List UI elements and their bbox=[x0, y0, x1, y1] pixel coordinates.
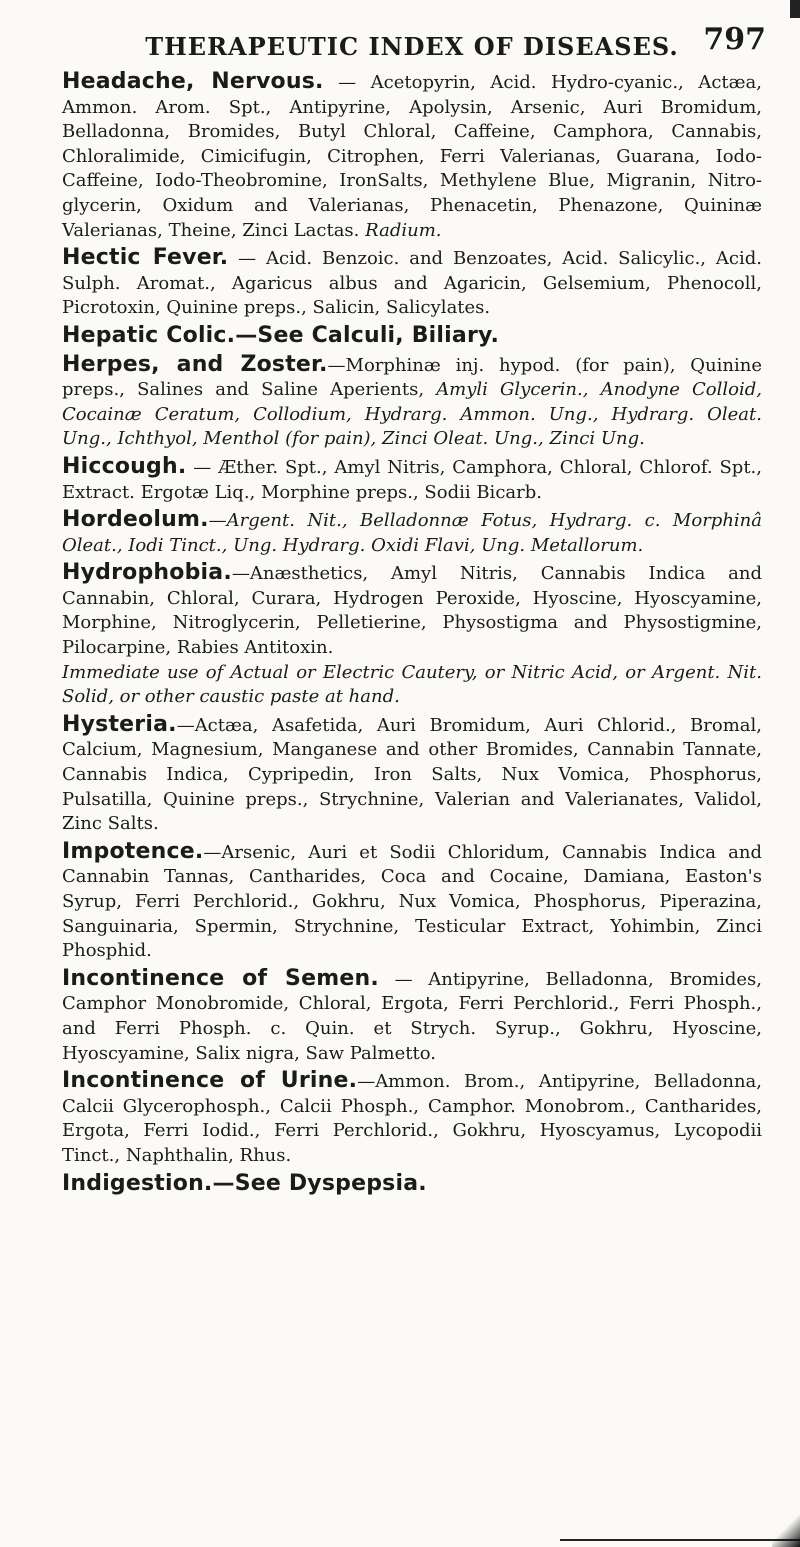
entry-incontinence-urine bbox=[62, 1069, 762, 1168]
entry-text: — Acid. Benzoic. and Benzoates, Acid. Salicylic., Acid. Sulph. Aromat., Agaricus albus and Agaricin, Gelsemium, Phenocoll, Picrotoxin, Quinine preps., Salicin, Salicylates. bbox=[62, 248, 762, 319]
running-head bbox=[62, 18, 766, 70]
entry-hectic-fever bbox=[62, 246, 762, 321]
entry-heading: Indigestion. bbox=[62, 1170, 213, 1196]
scan-edge-mark bbox=[790, 0, 800, 18]
scan-bottom-rule bbox=[560, 1539, 800, 1541]
entry-text: —See Dyspepsia. bbox=[212, 1170, 427, 1196]
entry-text: —Ammon. Brom., Antipyrine, Belladonna, Calcii Glycerophosph., Calcii Phosph., Camphor. Monobrom., Cantharides, Ergota, Ferri Iodid., Ferri Perchlorid., Gokhru, Hyoscyamus, Lycopodii Tinct., Naphthalin, Rhus. bbox=[62, 1071, 763, 1166]
entry-hydrophobia bbox=[62, 561, 762, 710]
entry-hordeolum bbox=[62, 508, 762, 558]
entry-text: — bbox=[208, 510, 227, 532]
entry-list bbox=[62, 70, 762, 1197]
entry-text: — Acetopyrin, Acid. Hydro-cyanic., Actæa, Ammon. Arom. Spt., Antipyrine, Apolysin, Arsenic, Auri Bromidum, Belladonna, Bromides, Butyl Chloral, Caffeine, Camphora, Cannabis, Chloralimide, Cimicifugin, Citrophen, Ferri Valerianas, Guarana, Iodo-Caffeine, Iodo-Theobromine, IronSalts, Methylene Blue, Migranin, Nitro-glycerin, Oxidum and Valerianas, Phenacetin, Phenazone, Quininæ Valerianas, Theine, Zinci Lactas. bbox=[62, 72, 763, 241]
entry-hysteria bbox=[62, 713, 762, 837]
entry-impotence bbox=[62, 840, 762, 964]
entry-heading: Hepatic Colic. bbox=[62, 322, 236, 348]
entry-text: — Antipyrine, Belladonna, Bromides, Camphor Monobromide, Chloral, Ergota, Ferri Perchlorid., Ferri Phosph., and Ferri Phosph. c. Quin. et Strych. Syrup., Gokhru, Hyoscine, Hyoscyamine, Salix nigra, Saw Palmetto. bbox=[62, 968, 762, 1064]
entry-italic-text: Amyli Glycerin., Anodyne Colloid, Cocainæ Ceratum, Collodium, Hydrarg. Ammon. Ung., Hydrarg. Oleat. Ung., Ichthyol, Menthol (for pain), Zinci Oleat. Ung., Zinci Ung. bbox=[62, 379, 762, 450]
entry-heading: Incontinence of Semen. bbox=[62, 965, 379, 991]
entry-hepatic-colic bbox=[62, 324, 762, 350]
entry-heading: Hiccough. bbox=[62, 453, 187, 479]
entry-headache bbox=[62, 70, 762, 243]
scan-corner-mark bbox=[772, 1507, 800, 1547]
entry-text: —Anæsthetics, Amyl Nitris, Cannabis Indica and Cannabin, Chloral, Curara, Hydrogen Peroxide, Hyoscine, Hyoscyamine, Morphine, Nitroglycerin, Pelletierine, Physostigma and Physostigmine, Pilocarpine, Rabies Antitoxin. bbox=[62, 563, 762, 659]
entry-heading: Hydrophobia. bbox=[62, 560, 232, 586]
entry-heading: Hectic Fever. bbox=[62, 245, 229, 271]
entry-heading: Herpes, and Zoster. bbox=[62, 351, 328, 377]
entry-heading: Hysteria. bbox=[62, 711, 177, 737]
entry-hiccough bbox=[62, 455, 762, 505]
running-head-title: THERAPEUTIC INDEX OF DISEASES. bbox=[145, 32, 679, 61]
entry-heading: Hordeolum. bbox=[62, 507, 209, 533]
entry-heading: Incontinence of Urine. bbox=[62, 1068, 358, 1094]
page-number: 797 bbox=[703, 22, 766, 57]
entry-text: —See Calculi, Biliary. bbox=[235, 322, 500, 348]
entry-heading: Headache, Nervous. bbox=[62, 69, 324, 94]
entry-incontinence-semen bbox=[62, 967, 762, 1066]
entry-herpes bbox=[62, 353, 762, 452]
entry-italic-text: Immediate use of Actual or Electric Cautery, or Nitric Acid, or Argent. Nit. Solid, or other caustic paste at hand. bbox=[62, 661, 762, 708]
entry-text: — Æther. Spt., Amyl Nitris, Camphora, Chloral, Chlorof. Spt., Extract. Ergotæ Liq., Morphine preps., Sodii Bicarb. bbox=[62, 456, 762, 503]
entry-italic-text: Argent. Nit., Belladonnæ Fotus, Hydrarg. c. Morphinâ Oleat., Iodi Tinct., Ung. Hydrarg. Oxidi Flavi, Ung. Metallorum. bbox=[62, 510, 762, 556]
entry-text: —Morphinæ inj. hypod. (for pain), Quinine preps., Salines and Saline Aperients, bbox=[62, 354, 762, 401]
entry-text: —Actæa, Asafetida, Auri Bromidum, Auri Chlorid., Bromal, Calcium, Magnesium, Manganese and other Bromides, Cannabin Tannate, Cannabis Indica, Cypripedin, Iron Salts, Nux Vomica, Phosphorus, Pulsatilla, Quinine preps., Strychnine, Valerian and Valerianates, Validol, Zinc Salts. bbox=[62, 714, 762, 835]
entry-heading: Impotence. bbox=[62, 838, 204, 864]
entry-indigestion bbox=[62, 1172, 762, 1198]
entry-italic-text: Radium. bbox=[365, 219, 442, 241]
entry-text: —Arsenic, Auri et Sodii Chloridum, Cannabis Indica and Cannabin Tannas, Cantharides, Coca and Cocaine, Damiana, Easton's Syrup, Ferri Perchlorid., Gokhru, Nux Vomica, Phosphorus, Piperazina, Sanguinaria, Spermin, Strychnine, Testicular Extract, Yohimbin, Zinci Phosphid. bbox=[62, 841, 762, 962]
book-page bbox=[62, 18, 766, 1200]
